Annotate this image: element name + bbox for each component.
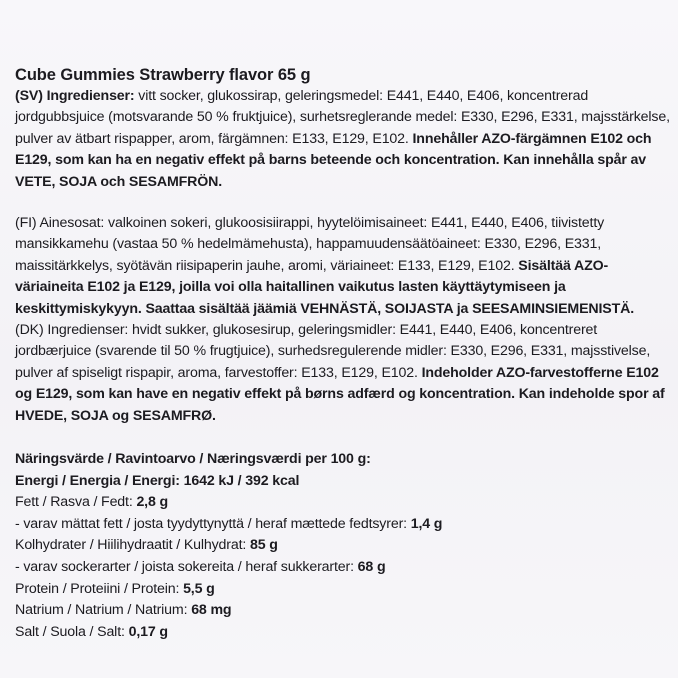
ingredients-sv-prefix: (SV) Ingredienser: bbox=[15, 88, 135, 104]
nutrition-row-label: Fett / Rasva / Fedt: bbox=[15, 494, 133, 511]
nutrition-row-label: Salt / Suola / Salt: bbox=[15, 623, 125, 640]
nutrition-row bbox=[15, 492, 675, 514]
nutrition-row bbox=[15, 579, 675, 601]
nutrition-row-label: Protein / Proteiini / Protein: bbox=[15, 580, 180, 597]
nutrition-row-value: 0,17 g bbox=[128, 623, 168, 640]
nutrition-row-label: - varav sockerarter / joista sokereita / heraf sukkerarter: bbox=[15, 559, 354, 576]
nutrition-row-value: 5,5 g bbox=[183, 580, 215, 597]
ingredients-dk bbox=[15, 320, 675, 427]
ingredients-fi-text: (FI) Ainesosat: valkoinen sokeri, glukoosisiirappi, hyytelöimisaineet: E441, E440, E406, tiivistetty mansikkamehu (vastaa 50 % hedelmämehusta), happamuudensäätöaineet: E330, E296, E331, maissitärkkelys, syötävän riisipaperin jauhe, aromi, väriaineet: E133, E129, E102. bbox=[15, 215, 605, 274]
nutrition-row bbox=[15, 622, 675, 644]
nutrition-energy: Energi / Energia / Energi: 1642 kJ / 392 kcal bbox=[15, 472, 300, 489]
nutrition-row-label: Natrium / Natrium / Natrium: bbox=[15, 602, 188, 619]
ingredients-sv bbox=[15, 86, 675, 193]
nutrition-header: Näringsvärde / Ravintoarvo / Næringsværdi per 100 g: bbox=[15, 451, 371, 468]
nutrition-row-value: 68 mg bbox=[191, 602, 232, 619]
nutrition-row-value: 85 g bbox=[250, 537, 278, 554]
nutrition-row bbox=[15, 600, 675, 622]
ingredients-sv-warning: Innehåller AZO-färgämnen E102 och E129, som kan ha en negativ effekt på barns beteende och koncentration. Kan innehålla spår av VETE, SOJA och SESAMFRÖN. bbox=[15, 130, 652, 190]
product-title: Cube Gummies Strawberry flavor 65 g bbox=[15, 66, 311, 84]
ingredients-fi-warning: Sisältää AZO-väriaineita E102 ja E129, joilla voi olla haitallinen vaikutus lasten käyttäytymiseen ja keskittymiskykyyn. Saattaa sisältää jäämiä VEHNÄSTÄ, SOIJASTA ja SEESAMINSIEMENISTÄ. bbox=[15, 257, 634, 317]
nutrition-table bbox=[15, 449, 675, 643]
label-content bbox=[15, 64, 675, 643]
nutrition-row-value: 2,8 g bbox=[136, 494, 169, 511]
ingredients-fi bbox=[15, 213, 675, 320]
ingredients-dk-text: (DK) Ingredienser: hvidt sukker, glukosesirup, geleringsmidler: E441, E440, E406, koncentreret jordbærjuice (svarende til 50 % frugtjuice), surhedsregulerende midler: E330, E296, E331, majsstivelse, pulver af spiseligt rispapir, aroma, farvestoffer: E133, E129, E102. bbox=[15, 322, 651, 381]
ingredients-dk-warning: Indeholder AZO-farvestofferne E102 og E129, som kan have en negativ effekt på børns adfærd og koncentration. Kan indeholde spor af HVEDE, SOJA og SESAMFRØ. bbox=[15, 364, 665, 424]
nutrition-row-value: 1,4 g bbox=[410, 515, 443, 532]
nutrition-row bbox=[15, 557, 675, 579]
nutrition-row-value: 68 g bbox=[357, 559, 386, 576]
nutrition-row bbox=[15, 514, 675, 536]
nutrition-row-label: - varav mättat fett / josta tyydyttynyttä / heraf mættede fedtsyrer: bbox=[15, 515, 407, 532]
nutrition-row bbox=[15, 535, 675, 557]
ingredients-sv-text: vitt socker, glukossirap, geleringsmedel: E441, E440, E406, koncentrerad jordgubbsjuice (motsvarande 50 % fruktjuice), surhetsreglerande medel: E330, E296, E331, majsstärkelse, pulver av ätbart rispapper, arom, färgämnen: E133, E129, E102. bbox=[15, 88, 670, 147]
nutrition-row-label: Kolhydrater / Hiilihydraatit / Kulhydrat: bbox=[15, 537, 247, 554]
